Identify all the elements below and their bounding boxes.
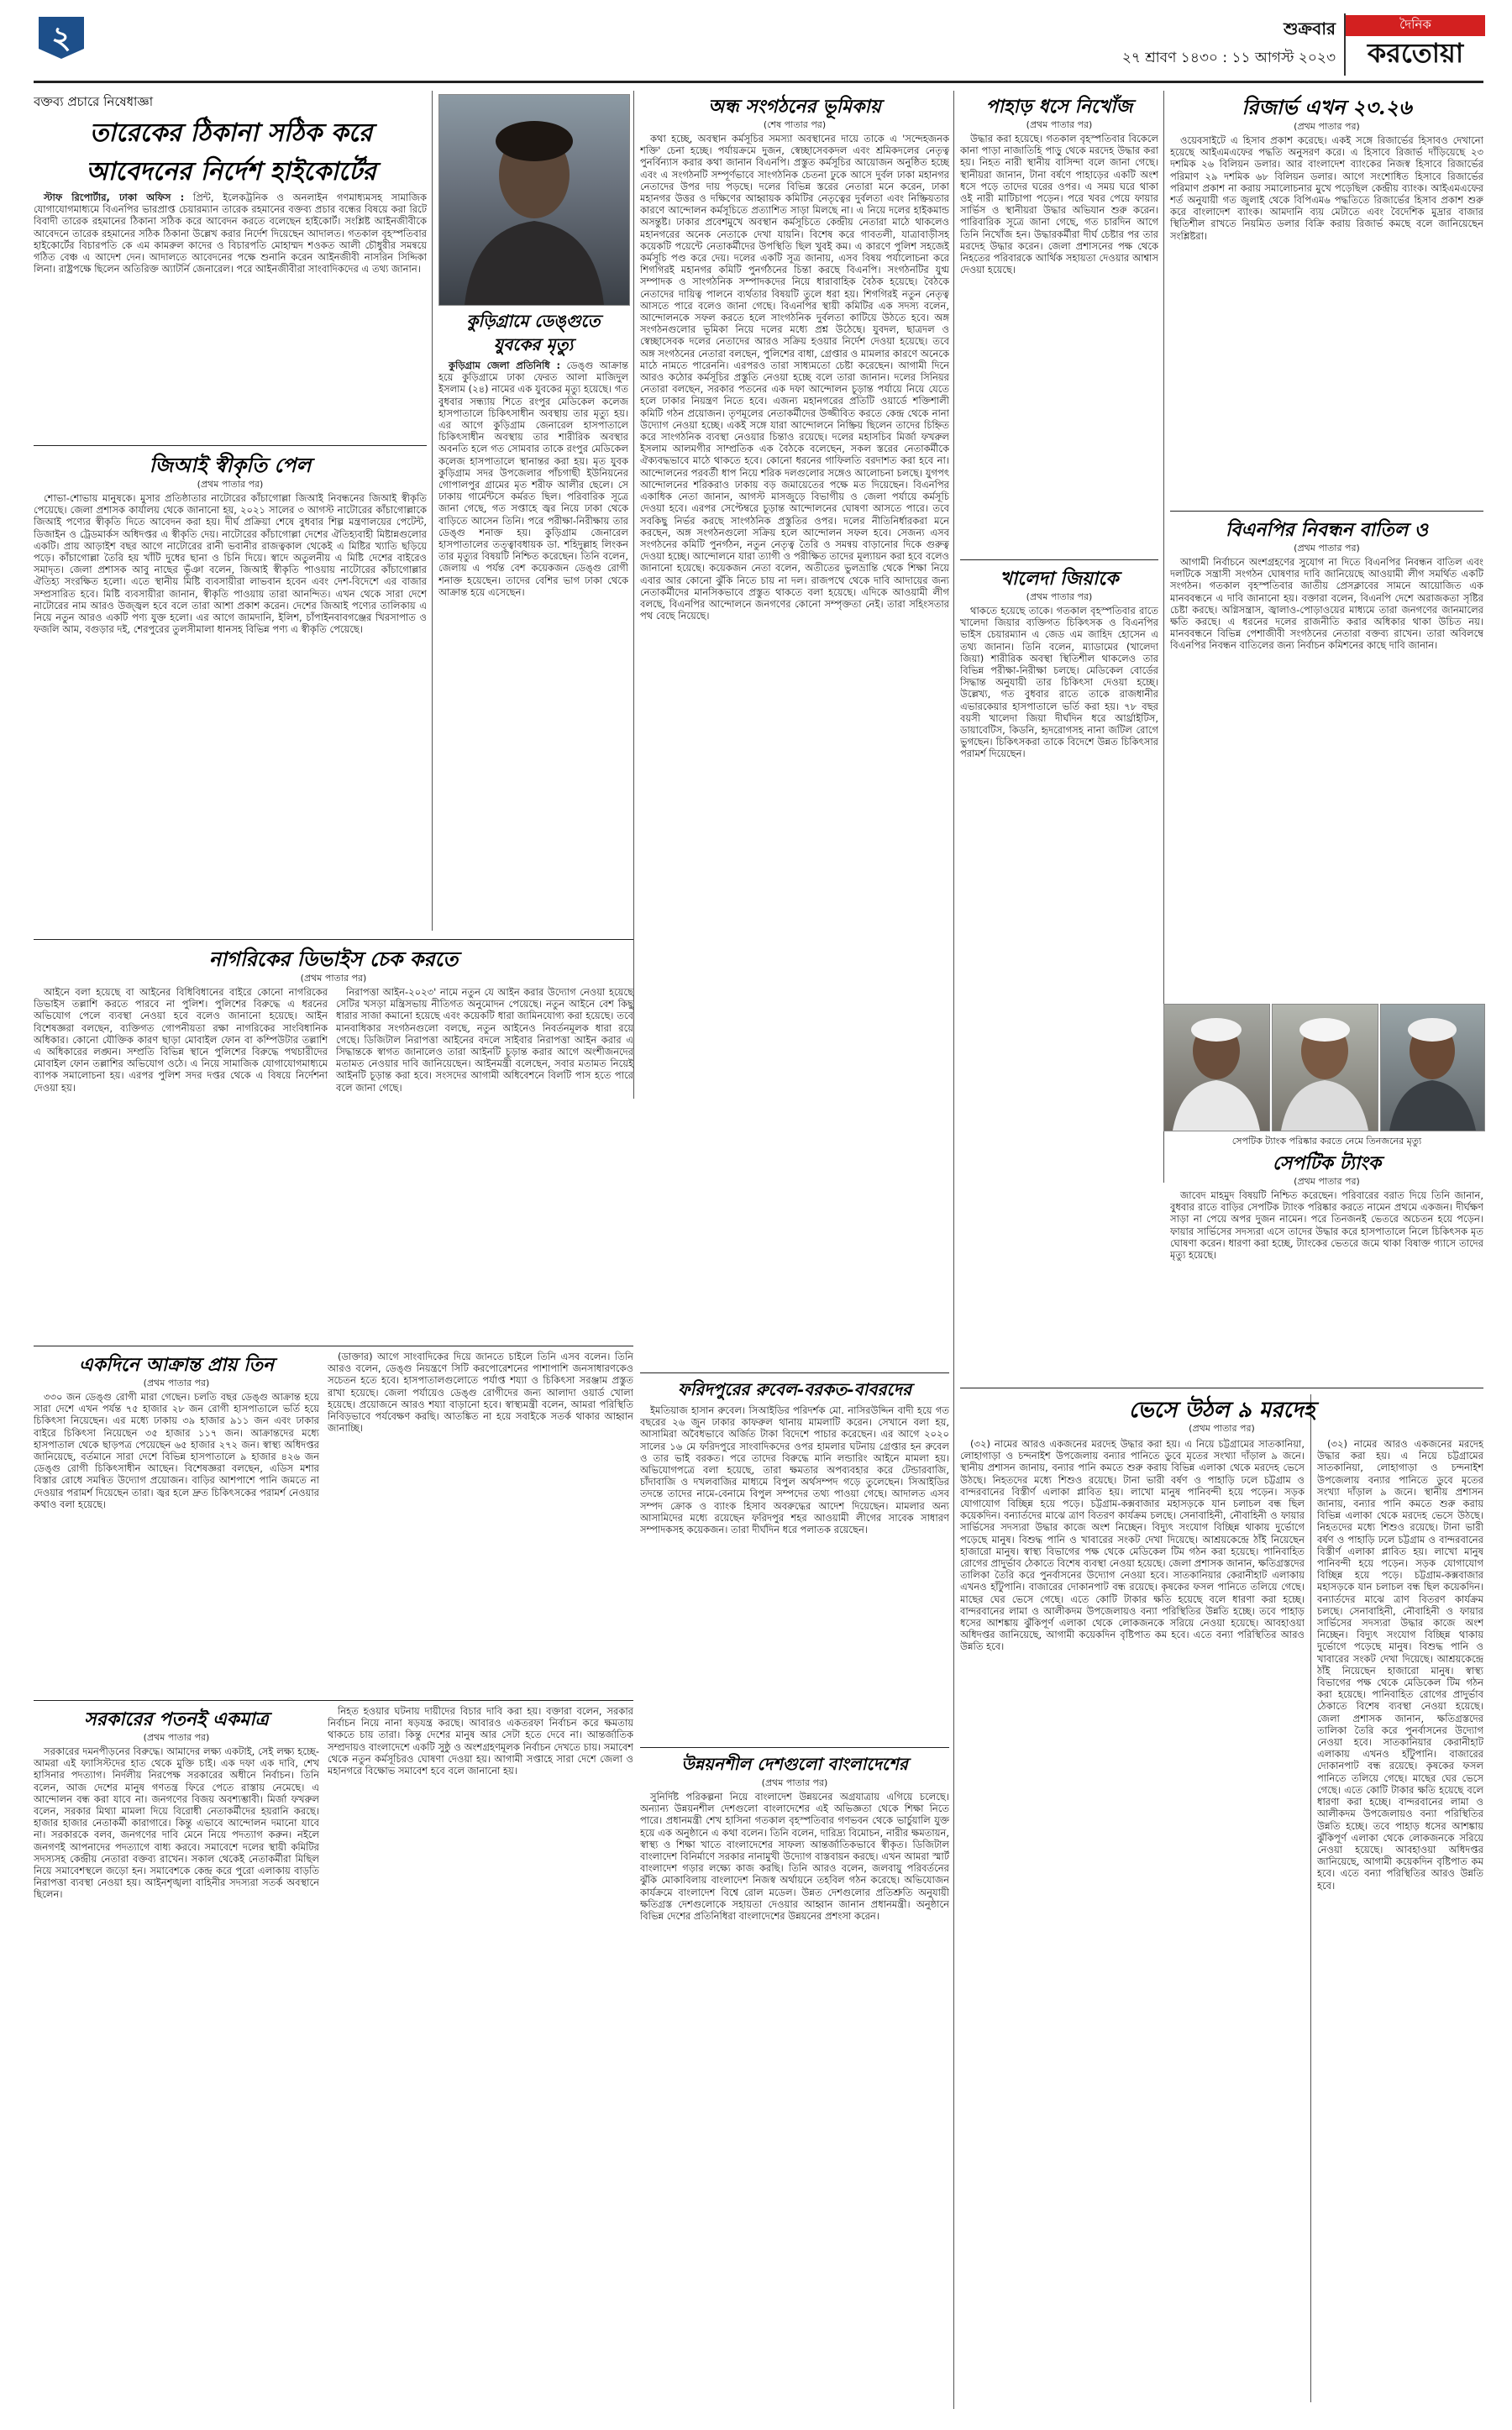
septic-body xyxy=(1170,1189,1483,1381)
victim-2-photo xyxy=(1272,1004,1378,1131)
section-rule xyxy=(640,1747,949,1748)
flood-sub: (প্রথম পাতার পর) xyxy=(1189,1423,1255,1434)
dengue-body-text-2: (ডাক্তার) আগে সাংবাদিকের দিয়ে জানতে চাইলে তিনি এসব বলেন। তিনি আরও বলেন, ডেঙ্গু নিয়ন্ত্রণে সিটি করপোরেশনের পাশাপাশি জনসাধারণকেও সচেতন হতে হবে। হাসপাতালগুলোতে পর্যাপ্ত শয্যা ও চিকিৎসা সরঞ্জাম প্রস্তুত রাখা হয়েছে। জেলা পর্যায়েও ডেঙ্গু রোগীদের জন্য আলাদা ওয়ার্ড খোলা হয়েছে। প্রয়োজনে আরও শয্যা বাড়ানো হবে। স্বাস্থ্যমন্ত্রী বলেন, আমরা পরিস্থিতি নিবিড়ভাবে পর্যবেক্ষণ করছি। আতঙ্কিত না হয়ে সবাইকে সতর্ক থাকার আহ্বান জানাচ্ছি। xyxy=(328,1351,633,1435)
paper-name: করতোয়া xyxy=(1367,37,1464,69)
flood-body-2 xyxy=(1317,1438,1483,2404)
masthead-rule xyxy=(34,81,1483,83)
andha-body-text: কথা হচ্ছে, অবস্থান কর্মসূচির সমস্যা অবস্থানের দায়ে তাকে এ 'সন্দেহজনক শক্তি' চেনা হচ্ছে। পর্যায়ক্রমে দুজন, স্বেচ্ছাসেবকদল এবং শ্রমিকদলের নেতৃত্ব পুনর্বিন্যাস করার কথা জানান বিএনপি। প্রস্তুত কর্মসূচির আয়োজন অনুষ্ঠিত হচ্ছে এবং এ সংগঠনটি সম্পূর্ণভাবে সাংগঠনিক চেতনা ঢুকে আসে দুর্বল ঢাকা মহানগর নেতাদের উপর দায় পড়ছে। দলের বিভিন্ন স্তরের নেতারা মনে করেন, ঢাকা মহানগর উত্তর ও দক্ষিণের আহ্বায়ক কমিটির নেতৃত্বের দুর্বলতা এবং নিষ্ক্রিয়তার কারণে আন্দোলন কর্মসূচিতে প্রত্যাশিত সাড়া মিলছে না। এ নিয়ে দলের হাইকমান্ড অসন্তুষ্ট। ঢাকার প্রবেশমুখে অবস্থান কর্মসূচিতে কেন্দ্রীয় নেতারা মাঠে থাকলেও মহানগরের অনেক নেতাকে দেখা যায়নি। বিশেষ করে গাবতলী, যাত্রাবাড়ীসহ কয়েকটি পয়েন্টে নেতাকর্মীদের উপস্থিতি ছিল খুবই কম। এ কারণে পুলিশ সহজেই কর্মসূচি পণ্ড করে দেয়। দলের একটি সূত্র জানায়, এসব বিষয় পর্যালোচনা করে শিগগিরই মহানগর কমিটি পুনর্গঠনের চিন্তা করছে বিএনপি। সংগঠনটির যুগ্ম সম্পাদক ও সাংগঠনিক সম্পাদকদের নিয়ে ধারাবাহিক বৈঠক হয়েছে। বৈঠকে নেতাদের দায়িত্ব পালনে ব্যর্থতার বিষয়টি তুলে ধরা হয়। শিগগিরই নতুন নেতৃত্ব আসতে পারে বলেও জানা গেছে। বিএনপির স্থায়ী কমিটির এক সদস্য বলেন, আন্দোলনকে সফল করতে হলে সাংগঠনিক দুর্বলতা কাটিয়ে উঠতে হবে। অঙ্গ সংগঠনগুলোর ভূমিকা নিয়ে দলের মধ্যে প্রশ্ন উঠেছে। যুবদল, ছাত্রদল ও স্বেচ্ছাসেবক দলের নেতাদের আরও সক্রিয় হওয়ার নির্দেশ দেওয়া হয়েছে। তবে অঙ্গ সংগঠনের নেতারা বলছেন, পুলিশের বাধা, গ্রেপ্তার ও মামলার কারণে অনেকে মাঠে নামতে পারেননি। এরপরও তারা সাধ্যমতো চেষ্টা করেছেন। আগামী দিনে আরও কঠোর কর্মসূচির প্রস্তুতি নেওয়া হচ্ছে বলে তারা জানান। দলের সিনিয়র নেতারা বলছেন, সরকার পতনের এক দফা আন্দোলন চূড়ান্ত পর্যায়ে নিয়ে যেতে হলে ঢাকার নিয়ন্ত্রণ নিতে হবে। এজন্য মহানগরের প্রতিটি ওয়ার্ডে শক্তিশালী কমিটি গঠন প্রয়োজন। তৃণমূলের নেতাকর্মীদের উজ্জীবিত করতে কেন্দ্র থেকে নানা উদ্যোগ নেওয়া হচ্ছে। একই সঙ্গে যারা আন্দোলনে নিষ্ক্রিয় ছিলেন তাদের চিহ্নিত করে সাংগঠনিক ব্যবস্থা নেওয়ার চিন্তাও রয়েছে। দলের মহাসচিব মির্জা ফখরুল ইসলাম আলমগীর সাম্প্রতিক এক বৈঠকে বলেছেন, সকল স্তরের নেতাকর্মীকে ঐক্যবদ্ধভাবে মাঠে থাকতে হবে। কোনো ধরনের গাফিলতি বরদাশত করা হবে না। আন্দোলনের পরবর্তী ধাপ নিয়ে শরিক দলগুলোর সঙ্গেও আলোচনা চলছে। যুগপৎ আন্দোলনের শরিকরাও ঢাকায় বড় জমায়েতের পক্ষে মত দিয়েছেন। বিএনপির একাধিক নেতা জানান, আগস্ট মাসজুড়ে বিভাগীয় ও জেলা পর্যায়ে কর্মসূচি দেওয়া হবে। এরপর সেপ্টেম্বরে চূড়ান্ত আন্দোলনের ঘোষণা আসতে পারে। তবে সবকিছু নির্ভর করছে সাংগঠনিক প্রস্তুতির ওপর। দলের নীতিনির্ধারকরা মনে করছেন, অঙ্গ সংগঠনগুলো সক্রিয় হলে আন্দোলন সফল হবে। সেজন্য এসব সংগঠনের কমিটি পুনর্গঠন, নতুন নেতৃত্ব তৈরি ও সমন্বয় বাড়ানোর দিকে গুরুত্ব দেওয়া হচ্ছে। আন্দোলনে যারা ত্যাগী ও পরীক্ষিত তাদের মূল্যায়ন করা হবে বলেও জানানো হয়েছে। কয়েকজন নেতা বলেন, অতীতের ভুলভ্রান্তি থেকে শিক্ষা নিয়ে এবার আর কোনো ঝুঁকি নিতে চায় না দল। রাজপথে থেকে দাবি আদায়ের জন্য নেতাকর্মীদের মানসিকভাবে প্রস্তুত থাকতে বলা হয়েছে। এদিকে আওয়ামী লীগ বলছে, বিএনপির আন্দোলনে জনগণের কোনো সম্পৃক্ততা নেই। তারা সহিংসতার পথ বেছে নিয়েছে। xyxy=(640,133,949,622)
pahar-headline: পাহাড় ধসে নিখোঁজ xyxy=(985,96,1133,118)
khaleda-sub: (প্রথম পাতার পর) xyxy=(1026,591,1093,602)
column-rule xyxy=(1310,1394,1311,2402)
section-rule xyxy=(34,1700,633,1701)
kurigram-byline: কুড়িগ্রাম জেলা প্রতিনিধি : xyxy=(449,360,561,371)
khaleda-body xyxy=(960,605,1158,1092)
sarkar-body-text-2: নিহত হওয়ার ঘটনায় দায়ীদের বিচার দাবি করা হয়। বক্তারা বলেন, সরকার নির্বাচন নিয়ে নানা ষড়যন্ত্র করছে। আবারও একতরফা নির্বাচন করে ক্ষমতায় থাকতে চায় তারা। কিন্তু দেশের মানুষ আর সেটা হতে দেবে না। আন্তর্জাতিক সম্প্রদায়ও বাংলাদেশে একটি সুষ্ঠু ও অংশগ্রহণমূলক নির্বাচন দেখতে চায়। সমাবেশ থেকে নতুন কর্মসূচিরও ঘোষণা দেওয়া হয়। আগামী সপ্তাহে সারা দেশে জেলা ও মহানগরে বিক্ষোভ সমাবেশ হবে বলে জানানো হয়। xyxy=(328,1705,633,1777)
paper-small-label: দৈনিক xyxy=(1346,15,1485,36)
ji-body-text: শোভা-শোভায় মানুষকে। মুসার প্রতিষ্ঠাতার নাটোরের কাঁচাগোল্লা জিআই নিবন্ধনের জিআই স্বীকৃতি পেয়েছে। জেলা প্রশাসক কার্যালয় থেকে জানানো হয়, ২০২১ সালের ৩ আগস্ট নাটোরের কাঁচাগোল্লাকে জিআই পণ্যের স্বীকৃতি দিতে আবেদন করা হয়। দীর্ঘ প্রক্রিয়া শেষে বুধবার শিল্প মন্ত্রণালয়ের পেটেন্ট, ডিজাইন ও ট্রেডমার্কস অধিদপ্তর এ স্বীকৃতি দেয়। নাটোরের কাঁচাগোল্লা দেশের ঐতিহ্যবাহী মিষ্টান্নগুলোর একটি। প্রায় আড়াইশ বছর আগে নাটোরের রানী ভবানীর রাজত্বকাল থেকেই এ মিষ্টির খ্যাতি ছড়িয়ে পড়ে। কাঁচাগোল্লা তৈরি হয় খাঁটি দুধের ছানা ও চিনি দিয়ে। স্বাদে অতুলনীয় এ মিষ্টি দেশের বাইরেও সমাদৃত। জেলা প্রশাসক আবু নাছের ভূঁঞা বলেন, জিআই স্বীকৃতি পাওয়ায় নাটোরের কাঁচাগোল্লার ঐতিহ্য সংরক্ষিত হলো। এতে স্থানীয় মিষ্টি ব্যবসায়ীরা লাভবান হবেন এবং দেশ-বিদেশে এর বাজার সম্প্রসারিত হবে। মিষ্টি ব্যবসায়ীরা জানান, স্বীকৃতি পাওয়ায় তারা আনন্দিত। এখন থেকে সারা দেশে নাটোরের নাম আরও উজ্জ্বল হবে বলে তারা আশা প্রকাশ করেন। দেশের জিআই পণ্যের তালিকায় এ নিয়ে নতুন আরও একটি পণ্য যুক্ত হলো। এর আগে জামদানি, ইলিশ, চাঁপাইনবাবগঞ্জের খিরসাপাত ও ফজলি আম, বগুড়ার দই, শেরপুরের তুলসীমালা ধানসহ বিভিন্ন পণ্য এ স্বীকৃতি পেয়েছে। xyxy=(34,492,427,636)
unnayan-body xyxy=(640,1791,949,2409)
section-rule xyxy=(34,939,633,940)
tareq-body xyxy=(34,192,427,437)
nagorik-body-text-2: নিরাপত্তা আইন-২০২৩' নামে নতুন যে আইন করার উদ্যোগ নেওয়া হয়েছে সেটির খসড়া মন্ত্রিসভায় নীতিগত অনুমোদন পেয়েছে। নতুন আইনে বেশ কিছু ধারার সাজা কমানো হয়েছে এবং কয়েকটি ধারা জামিনযোগ্য করা হয়েছে। তবে মানবাধিকার সংগঠনগুলো বলছে, নতুন আইনেও নিবর্তনমূলক ধারা রয়ে গেছে। ডিজিটাল নিরাপত্তা আইনের বদলে সাইবার নিরাপত্তা আইন করার এ সিদ্ধান্তকে স্বাগত জানালেও তারা আইনটি চূড়ান্ত করার আগে অংশীজনদের মতামত নেওয়ার দাবি জানিয়েছেন। আইনমন্ত্রী বলেছেন, সবার মতামত নিয়েই আইনটি চূড়ান্ত করা হবে। সংসদের আগামী অধিবেশনে বিলটি পাস হতে পারে বলে জানা গেছে। xyxy=(336,986,633,1094)
nagorik-headline: নাগরিকের ডিভাইস চেক করতে xyxy=(208,947,459,971)
column-rule xyxy=(953,91,954,2409)
flood-body-1 xyxy=(960,1438,1305,2404)
paper-logo xyxy=(1344,13,1485,76)
dengue-body-1 xyxy=(34,1391,319,1693)
kurigram-headline-2: যুবকের মৃত্যু xyxy=(493,334,574,354)
sarkar-body-2 xyxy=(328,1705,633,2409)
nagorik-body-text: আইনে বলা হয়েছে বা আইনের বিধিবিধানের বাইরে কোনো নাগরিকের ডিভাইস তল্লাশি করতে পারবে না পুলিশ। পুলিশের বিরুদ্ধে এ ধরনের অভিযোগ পেলে ব্যবস্থা নেওয়া হবে বলেও জানানো হয়েছে। আইন বিশেষজ্ঞরা বলছেন, ব্যক্তিগত গোপনীয়তা রক্ষা নাগরিকের সাংবিধানিক অধিকার। কোনো যৌক্তিক কারণ ছাড়া মোবাইল ফোন বা কম্পিউটার তল্লাশি এ অধিকারের লঙ্ঘন। সম্প্রতি বিভিন্ন স্থানে পুলিশের বিরুদ্ধে পথচারীদের মোবাইল ফোন তল্লাশির অভিযোগ ওঠে। এ নিয়ে সামাজিক যোগাযোগমাধ্যমে ব্যাপক সমালোচনা হয়। এরপর পুলিশ সদর দপ্তর থেকে এ বিষয়ে নির্দেশনা দেওয়া হয়। xyxy=(34,986,328,1094)
septic-headline: সেপটিক ট্যাংক xyxy=(1272,1152,1382,1174)
section-rule xyxy=(1170,511,1483,512)
septic-caption: সেপটিক ট্যাংক পরিষ্কার করতে নেমে তিনজনের মৃত্যু xyxy=(1231,1136,1422,1147)
person-silhouette-icon xyxy=(1381,1005,1484,1131)
column-rule xyxy=(633,91,634,1099)
unnayan-sub: (প্রথম পাতার পর) xyxy=(761,1777,828,1788)
section-rule xyxy=(640,1372,949,1373)
faridpur-headline: ফরিদপুরের রুবেল-বরকত-বাবরদের xyxy=(677,1379,912,1399)
sarkar-body-1 xyxy=(34,1745,319,2409)
pahar-sub: (প্রথম পাতার পর) xyxy=(1026,119,1093,130)
andha-sub: (শেষ পাতার পর) xyxy=(763,119,827,130)
bnp-ban-sub: (প্রথম পাতার পর) xyxy=(1294,543,1360,554)
kurigram-youth-photo xyxy=(438,94,630,306)
page-number-badge xyxy=(34,12,89,60)
kurigram-body-text: ডেঙ্গু আক্রান্ত হয়ে কুড়িগ্রামে ঢাকা ফেরত আলা মাজিদুল ইসলাম (২৪) নামের এক যুবকের মৃত্যু হয়েছে। গত বুধবার সন্ধ্যায় শিতে রংপুর মেডিকেল কলেজ হাসপাতালে চিকিৎসাধীন অবস্থায় তার মৃত্যু হয়। এর আগে কুড়িগ্রাম জেনারেল হাসপাতালে চিকিৎসাধীন অবস্থায় তার শারীরিক অবস্থার অবনতি হলে গত সোমবার তাকে রংপুর মেডিকেল কলেজ হাসপাতালে স্থানান্তর করা হয়। মৃত যুবক কুড়িগ্রাম সদর উপজেলার পাঁচগাছী ইউনিয়নের গোপালপুর গ্রামের মৃত শরীফ আলীর ছেলে। সে ঢাকায় গার্মেন্টসে কর্মরত ছিল। পরিবারিক সূত্রে জানা গেছে, গত সপ্তাহে জ্বর নিয়ে ঢাকা থেকে বাড়িতে আসেন তিনি। পরে পরীক্ষা-নিরীক্ষায় তার ডেঙ্গু শনাক্ত হয়। কুড়িগ্রাম জেনারেল হাসপাতালের তত্ত্বাবধায়ক ডা. শহিদুল্লাহ লিংকন তার মৃত্যুর বিষয়টি নিশ্চিত করেছেন। তিনি বলেন, জেলায় এ পর্যন্ত বেশ কয়েকজন ডেঙ্গু রোগী শনাক্ত হয়েছেন। তাদের বেশির ভাগ ঢাকা থেকে আক্রান্ত হয়ে এসেছেন। xyxy=(438,360,628,598)
reserve-body-text: ওয়েবসাইটে এ হিসাব প্রকাশ করেছে। একই সঙ্গে রিজার্ভের হিসাবও দেখানো হয়েছে আইএমএফের পদ্ধতি অনুসরণ করে। এ হিসাবে রিজার্ভ দাঁড়িয়েছে ২৩ দশমিক ২৬ বিলিয়ন ডলার। আর বাংলাদেশ ব্যাংকের নিজস্ব হিসাবে রিজার্ভের পরিমাণ ২৯ দশমিক ৬৮ বিলিয়ন ডলার। আগে সংশোধিত হিসাবে রিজার্ভের পরিমাণ প্রকাশ না করায় সমালোচনার মুখে পড়েছিল কেন্দ্রীয় ব্যাংক। আইএমএফের শর্ত অনুযায়ী গত জুলাই থেকে বিপিএম৬ পদ্ধতিতে রিজার্ভের হিসাব প্রকাশ শুরু করে বাংলাদেশ ব্যাংক। আমদানি ব্যয় মেটাতে এবং বৈদেশিক মুদ্রার বাজার স্থিতিশীল রাখতে নিয়মিত ডলার বিক্রি করায় রিজার্ভ কমছে বলে জানিয়েছেন সংশ্লিষ্টরা। xyxy=(1170,134,1483,242)
dengue-sub: (প্রথম পাতার পর) xyxy=(143,1378,210,1388)
bnp-ban-body xyxy=(1170,556,1483,993)
column-rule xyxy=(432,91,433,931)
septic-sub: (প্রথম পাতার পর) xyxy=(1294,1176,1360,1187)
reserve-headline: রিজার্ভ এখন ২৩.২৬ xyxy=(1242,95,1412,119)
pahar-body-text: উদ্ধার করা হয়েছে। গতকাল বৃহস্পতিবার বিকেলে কানা পাড়া নাজাতিহি পাড়ু থেকে মরদেহ উদ্ধার করা হয়। নিহত নারী স্থানীয় বাসিন্দা বলে জানা গেছে। স্থানীয়রা জানান, টানা বর্ষণে পাহাড়ের একটি অংশ ধসে পড়ে তাদের ঘরের ওপর। এ সময় ঘরে থাকা ওই নারী মাটিচাপা পড়েন। পরে খবর পেয়ে ফায়ার সার্ভিস ও স্থানীয়রা উদ্ধার অভিযান শুরু করেন। পারিবারিক সূত্রে জানা গেছে, গত চারদিন আগে তিনি নিখোঁজ হন। উদ্ধারকর্মীরা দীর্ঘ চেষ্টার পর তার মরদেহ উদ্ধার করেন। জেলা প্রশাসনের পক্ষ থেকে নিহতের পরিবারকে আর্থিক সহায়তা দেওয়ার আশ্বাস দেওয়া হয়েছে। xyxy=(960,133,1158,276)
septic-body-text: জাবেদ মাহমুদ বিষয়টি নিশ্চিত করেছেন। পরিবারের বরাত দিয়ে তিনি জানান, বুধবার রাতে বাড়ির সেপটিক ট্যাংক পরিষ্কার করতে নামেন প্রথমে একজন। দীর্ঘক্ষণ সাড়া না পেয়ে অপর দুজন নামেন। পরে তিনজনই ভেতরে অচেতন হয়ে পড়েন। ফায়ার সার্ভিসের সদস্যরা এসে তাদের উদ্ধার করে হাসপাতালে নিলে চিকিৎসক মৃত ঘোষণা করেন। ধারণা করা হচ্ছে, ট্যাংকের ভেতরে জমে থাকা বিষাক্ত গ্যাসে তাদের মৃত্যু হয়েছে। xyxy=(1170,1189,1483,1262)
nagorik-body-2 xyxy=(336,986,633,1339)
andha-body xyxy=(640,133,949,1366)
victim-1-photo xyxy=(1163,1004,1270,1131)
tareq-headline-1: তারেকের ঠিকানা সঠিক করে xyxy=(89,118,373,148)
unnayan-body-text: সুনির্দিষ্ট পরিকল্পনা নিয়ে বাংলাদেশ উন্নয়নের অগ্রযাত্রায় এগিয়ে চলেছে। অন্যান্য উন্নয়নশীল দেশগুলো বাংলাদেশের এই অভিজ্ঞতা থেকে শিক্ষা নিতে পারে। প্রধানমন্ত্রী শেখ হাসিনা গতকাল বৃহস্পতিবার গণভবন থেকে ভার্চুয়ালি যুক্ত হয়ে এক অনুষ্ঠানে এ কথা বলেন। তিনি বলেন, দারিদ্র্য বিমোচন, নারীর ক্ষমতায়ন, স্বাস্থ্য ও শিক্ষা খাতে বাংলাদেশের সাফল্য আন্তর্জাতিকভাবে স্বীকৃত। ডিজিটাল বাংলাদেশ বিনির্মাণে সরকার নানামুখী উদ্যোগ বাস্তবায়ন করছে। এখন আমরা স্মার্ট বাংলাদেশ গড়ার লক্ষ্যে কাজ করছি। তিনি আরও বলেন, জলবায়ু পরিবর্তনের ঝুঁকি মোকাবিলায় বাংলাদেশ নিজস্ব অর্থায়নে তহবিল গঠন করেছে। অভিযোজন কার্যক্রমে বাংলাদেশ বিশ্বে রোল মডেল। উন্নত দেশগুলোর প্রতিশ্রুতি অনুযায়ী ক্ষতিগ্রস্ত দেশগুলোকে সহায়তা দেওয়ার আহ্বান জানান প্রধানমন্ত্রী। অনুষ্ঠানে বিভিন্ন দেশের প্রতিনিধিরা বাংলাদেশের উন্নয়নের প্রশংসা করেন। xyxy=(640,1791,949,1923)
bnp-ban-body-text: আগামী নির্বাচনে অংশগ্রহণের সুযোগ না দিতে বিএনপির নিবন্ধন বাতিল এবং দলটিকে সন্ত্রাসী সংগঠন ঘোষণার দাবি জানিয়েছে আওয়ামী লীগ সমর্থিত একটি সংগঠন। গতকাল বৃহস্পতিবার জাতীয় প্রেসক্লাবের সামনে আয়োজিত এক মানববন্ধনে এ দাবি জানানো হয়। বক্তারা বলেন, বিএনপি দেশে অরাজকতা সৃষ্টির চেষ্টা করছে। অগ্নিসন্ত্রাস, জ্বালাও-পোড়াওয়ের মাধ্যমে তারা জনগণের জানমালের ক্ষতি করছে। এ ধরনের দলের রাজনীতি করার অধিকার থাকা উচিত নয়। মানববন্ধনে বিভিন্ন পেশাজীবী সংগঠনের নেতারা বক্তব্য রাখেন। তারা অবিলম্বে বিএনপির নিবন্ধন বাতিলের জন্য নির্বাচন কমিশনের কাছে দাবি জানান। xyxy=(1170,556,1483,652)
tareq-headline-2: আবেদনের নির্দেশ হাইকোর্টের xyxy=(86,157,376,186)
bnp-ban-headline: বিএনপির নিবন্ধন বাতিল ও xyxy=(1226,519,1428,541)
person-silhouette-icon xyxy=(439,95,629,305)
reserve-body xyxy=(1170,134,1483,504)
pahar-body xyxy=(960,133,1158,553)
nagorik-sub: (প্রথম পাতার পর) xyxy=(300,973,367,984)
date-line: ২৭ শ্রাবণ ১৪৩০ : ১১ আগস্ট ২০২৩ xyxy=(1121,50,1336,66)
ji-body xyxy=(34,492,427,931)
sarkar-sub: (প্রথম পাতার পর) xyxy=(143,1732,210,1743)
nagorik-body-1 xyxy=(34,986,328,1339)
flood-body-text: (৩২) নামের আরও একজনের মরদেহ উদ্ধার করা হয়। এ নিয়ে চট্টগ্রামের সাতকানিয়া, লোহাগাড়া ও চন্দনাইশ উপজেলায় বন্যার পানিতে ডুবে মৃতের সংখ্যা দাঁড়াল ৯ জনে। স্থানীয় প্রশাসন জানায়, বন্যার পানি কমতে শুরু করায় বিভিন্ন এলাকা থেকে মরদেহ ভেসে উঠছে। নিহতদের মধ্যে শিশুও রয়েছে। টানা ভারী বর্ষণ ও পাহাড়ি ঢলে চট্টগ্রাম ও বান্দরবানের বিস্তীর্ণ এলাকা প্লাবিত হয়। লাখো মানুষ পানিবন্দী হয়ে পড়েন। সড়ক যোগাযোগ বিচ্ছিন্ন হয়ে পড়ে। চট্টগ্রাম-কক্সবাজার মহাসড়কে যান চলাচল বন্ধ ছিল কয়েকদিন। বন্যার্তদের মাঝে ত্রাণ বিতরণ কার্যক্রম চলছে। সেনাবাহিনী, নৌবাহিনী ও ফায়ার সার্ভিসের সদস্যরা উদ্ধার কাজে অংশ নিচ্ছেন। বিদ্যুৎ সংযোগ বিচ্ছিন্ন থাকায় দুর্ভোগে পড়েছে মানুষ। বিশুদ্ধ পানি ও খাবারের সংকট দেখা দিয়েছে। আশ্রয়কেন্দ্রে ঠাঁই নিয়েছেন হাজারো মানুষ। স্বাস্থ্য বিভাগের পক্ষ থেকে মেডিকেল টিম গঠন করা হয়েছে। পানিবাহিত রোগের প্রাদুর্ভাব ঠেকাতে বিশেষ ব্যবস্থা নেওয়া হয়েছে। জেলা প্রশাসক জানান, ক্ষতিগ্রস্তদের তালিকা তৈরি করে পুনর্বাসনের উদ্যোগ নেওয়া হবে। সাতকানিয়ার কেরানীহাট এলাকায় এখনও হাঁটুপানি। বাজারের দোকানপাট বন্ধ রয়েছে। কৃষকের ফসল পানিতে তলিয়ে গেছে। মাছের ঘের ভেসে গেছে। এতে কোটি টাকার ক্ষতি হয়েছে বলে ধারণা করা হচ্ছে। বান্দরবানের লামা ও আলীকদম উপজেলায়ও বন্যা পরিস্থিতির উন্নতি হচ্ছে। তবে পাহাড় ধসের আশঙ্কায় ঝুঁকিপূর্ণ এলাকা থেকে লোকজনকে সরিয়ে নেওয়া হয়েছে। আবহাওয়া অধিদপ্তর জানিয়েছে, আগামী কয়েকদিন বৃষ্টিপাত কম হবে। এতে বন্যা পরিস্থিতির আরও উন্নতি হবে। xyxy=(960,1438,1305,1653)
dengue-headline: একদিনে আক্রান্ত প্রায় তিন xyxy=(78,1354,275,1376)
kurigram-headline-1: কুড়িগ্রামে ডেঙ্গুতে xyxy=(466,311,601,331)
faridpur-body-text: ইমতিয়াজ হাসান রুবেল। সিআইডির পরিদর্শক মো. নাসিরউদ্দিন বাদী হয়ে গত বছরের ২৬ জুন ঢাকার কাফরুল থানায় মামলাটি করেন। সেখানে বলা হয়, আসামিরা অবৈধভাবে অর্জিত টাকা বিদেশে পাচার করেছেন। এর আগে ২০২০ সালের ১৬ মে ফরিদপুরে সাংবাদিকদের ওপর হামলার ঘটনায় গ্রেপ্তার হন রুবেল ও তার ভাই বরকত। পরে তাদের বিরুদ্ধে মানি লন্ডারিং আইনে মামলা হয়। অভিযোগপত্রে বলা হয়েছে, তারা ক্ষমতার অপব্যবহার করে টেন্ডারবাজি, চাঁদাবাজি ও দখলবাজির মাধ্যমে বিপুল অর্থসম্পদ গড়ে তুলেছেন। সিআইডির তদন্তে তাদের নামে-বেনামে বিপুল সম্পদের তথ্য পাওয়া গেছে। আদালত এসব সম্পদ ক্রোক ও ব্যাংক হিসাব অবরুদ্ধের আদেশ দিয়েছেন। মামলার অন্য আসামিদের মধ্যে রয়েছেন ফরিদপুর শহর আওয়ামী লীগের সাবেক সাধারণ সম্পাদকসহ কয়েকজন। তারা দীর্ঘদিন ধরে পলাতক রয়েছেন। xyxy=(640,1404,949,1536)
section-rule xyxy=(34,445,427,446)
faridpur-body xyxy=(640,1404,949,1740)
person-silhouette-icon xyxy=(1164,1005,1269,1131)
ji-headline: জিআই স্বীকৃতি পেল xyxy=(149,453,312,477)
sarkar-body-text: সরকারের দমনপীড়নের বিরুদ্ধে। আমাদের লক্ষ্য একটাই, সেই লক্ষ্য হচ্ছে- আমরা এই ফ্যাসিস্টদের হাত থেকে মুক্তি চাই। এক দফা এক দাবি, শেখ হাসিনার পদত্যাগ। নির্দলীয় নিরপেক্ষ সরকারের অধীনে নির্বাচন। তিনি বলেন, আজ দেশের মানুষ গণতন্ত্র ফিরে পেতে রাস্তায় নেমেছে। এ আন্দোলন বন্ধ করা যাবে না। জনগণের বিজয় অবশ্যম্ভাবী। মির্জা ফখরুল বলেন, সরকার মিথ্যা মামলা দিয়ে বিরোধী নেতাকর্মীদের হয়রানি করছে। হাজার হাজার নেতাকর্মী কারাগারে। কিন্তু এভাবে আন্দোলন দমানো যাবে না। সরকারকে বলব, জনগণের দাবি মেনে নিয়ে পদত্যাগ করুন। নইলে জনগণই আপনাদের পদত্যাগে বাধ্য করবে। সমাবেশে দলের স্থায়ী কমিটির সদস্যসহ কেন্দ্রীয় নেতারা বক্তব্য রাখেন। সকাল থেকেই নেতাকর্মীরা মিছিল নিয়ে সমাবেশস্থলে জড়ো হন। সমাবেশকে কেন্দ্র করে পুরো এলাকায় বাড়তি নিরাপত্তা ব্যবস্থা নেওয়া হয়। আইনশৃঙ্খলা বাহিনীর সদস্যরা সতর্ক অবস্থানে ছিলেন। xyxy=(34,1745,319,1901)
flood-headline: ভেসে উঠল ৯ মরদেহ xyxy=(1128,1398,1315,1423)
khaleda-body-text: থাকতে হয়েছে তাকে। গতকাল বৃহস্পতিবার রাতে খালেদা জিয়ার ব্যক্তিগত চিকিৎসক ও বিএনপির ভাইস চেয়ারম্যান এ জেড এম জাহিদ হোসেন এ তথ্য জানান। তিনি বলেন, ম্যাডামের (খালেদা জিয়া) শারীরিক অবস্থা স্থিতিশীল থাকলেও তার বিভিন্ন পরীক্ষা-নিরীক্ষা চলছে। মেডিকেল বোর্ডের সিদ্ধান্ত অনুযায়ী তার চিকিৎসা দেওয়া হচ্ছে। উল্লেখ্য, গত বুধবার রাতে তাকে রাজধানীর এভারকেয়ার হাসপাতালে ভর্তি করা হয়। ৭৮ বছর বয়সী খালেদা জিয়া দীর্ঘদিন ধরে আর্থ্রাইটিস, ডায়াবেটিস, কিডনি, হৃদরোগসহ নানা জটিল রোগে ভুগছেন। চিকিৎসকরা তাকে বিদেশে উন্নত চিকিৎসার পরামর্শ দিয়েছেন। xyxy=(960,605,1158,760)
person-silhouette-icon xyxy=(1273,1005,1378,1131)
dengue-body-text: ৩৩০ জন ডেঙ্গু রোগী মারা গেছেন। চলতি বছর ডেঙ্গু আক্রান্ত হয়ে সারা দেশে এখন পর্যন্ত ৭৫ হাজার ২৮ জন রোগী হাসপাতালে ভর্তি হয়ে চিকিৎসা নিয়েছেন। এর মধ্যে ঢাকায় ৩৯ হাজার ৯১১ জন এবং ঢাকার বাইরে চিকিৎসা নিয়েছেন ৩৫ হাজার ১১৭ জন। আক্রান্তদের মধ্যে হাসপাতাল থেকে ছাড়পত্র পেয়েছেন ৬৫ হাজার ২৭২ জন। স্বাস্থ্য অধিদপ্তর জানিয়েছে, বর্তমানে সারা দেশে বিভিন্ন হাসপাতালে ৯ হাজার ৪২৬ জন ডেঙ্গু রোগী চিকিৎসাধীন আছেন। বিশেষজ্ঞরা বলছেন, এডিস মশার বিস্তার রোধে সমন্বিত উদ্যোগ প্রয়োজন। বাড়ির আশপাশে পানি জমতে না দেওয়ার পরামর্শ দিয়েছেন তারা। জ্বর হলে দ্রুত চিকিৎসকের পরামর্শ নেওয়ার কথাও বলা হয়েছে। xyxy=(34,1391,319,1510)
flood-body-text-2: (৩২) নামের আরও একজনের মরদেহ উদ্ধার করা হয়। এ নিয়ে চট্টগ্রামের সাতকানিয়া, লোহাগাড়া ও চন্দনাইশ উপজেলায় বন্যার পানিতে ডুবে মৃতের সংখ্যা দাঁড়াল ৯ জনে। স্থানীয় প্রশাসন জানায়, বন্যার পানি কমতে শুরু করায় বিভিন্ন এলাকা থেকে মরদেহ ভেসে উঠছে। নিহতদের মধ্যে শিশুও রয়েছে। টানা ভারী বর্ষণ ও পাহাড়ি ঢলে চট্টগ্রাম ও বান্দরবানের বিস্তীর্ণ এলাকা প্লাবিত হয়। লাখো মানুষ পানিবন্দী হয়ে পড়েন। সড়ক যোগাযোগ বিচ্ছিন্ন হয়ে পড়ে। চট্টগ্রাম-কক্সবাজার মহাসড়কে যান চলাচল বন্ধ ছিল কয়েকদিন। বন্যার্তদের মাঝে ত্রাণ বিতরণ কার্যক্রম চলছে। সেনাবাহিনী, নৌবাহিনী ও ফায়ার সার্ভিসের সদস্যরা উদ্ধার কাজে অংশ নিচ্ছেন। বিদ্যুৎ সংযোগ বিচ্ছিন্ন থাকায় দুর্ভোগে পড়েছে মানুষ। বিশুদ্ধ পানি ও খাবারের সংকট দেখা দিয়েছে। আশ্রয়কেন্দ্রে ঠাঁই নিয়েছেন হাজারো মানুষ। স্বাস্থ্য বিভাগের পক্ষ থেকে মেডিকেল টিম গঠন করা হয়েছে। পানিবাহিত রোগের প্রাদুর্ভাব ঠেকাতে বিশেষ ব্যবস্থা নেওয়া হয়েছে। জেলা প্রশাসক জানান, ক্ষতিগ্রস্তদের তালিকা তৈরি করে পুনর্বাসনের উদ্যোগ নেওয়া হবে। সাতকানিয়ার কেরানীহাট এলাকায় এখনও হাঁটুপানি। বাজারের দোকানপাট বন্ধ রয়েছে। কৃষকের ফসল পানিতে তলিয়ে গেছে। মাছের ঘের ভেসে গেছে। এতে কোটি টাকার ক্ষতি হয়েছে বলে ধারণা করা হচ্ছে। বান্দরবানের লামা ও আলীকদম উপজেলায়ও বন্যা পরিস্থিতির উন্নতি হচ্ছে। তবে পাহাড় ধসের আশঙ্কায় ঝুঁকিপূর্ণ এলাকা থেকে লোকজনকে সরিয়ে নেওয়া হয়েছে। আবহাওয়া অধিদপ্তর জানিয়েছে, আগামী কয়েকদিন বৃষ্টিপাত কম হবে। এতে বন্যা পরিস্থিতির আরও উন্নতি হবে। xyxy=(1317,1438,1483,1892)
tareq-body-text: প্রিন্ট, ইলেকট্রনিক ও অনলাইন গণমাধ্যমসহ সামাজিক যোগাযোগমাধ্যমে বিএনপির ভারপ্রাপ্ত চেয়ারম্যান তারেক রহমানের বক্তব্য প্রচার বন্ধের বিষয়ে করা রিটে বিবাদী তারেক রহমানের ঠিকানা সঠিক করে আবেদন করতে বলেছেন হাইকোর্ট। সংশ্লিষ্ট আইনজীবীকে আবেদনে তারেক রহমানের সঠিক ঠিকানা উল্লেখ করার নির্দেশ দিয়েছেন আদালত। গতকাল বৃহস্পতিবার হাইকোর্টের বিচারপতি কে এম কামরুল কাদের ও বিচারপতি মোহাম্মদ শওকত আলী চৌধুরীর সমন্বয়ে গঠিত বেঞ্চ এ আদেশ দেন। আদালতে আবেদনের পক্ষে শুনানি করেন আইনজীবী নাসরিন সিদ্দিকা লিনা। রাষ্ট্রপক্ষে ছিলেন অতিরিক্ত অ্যাটর্নি জেনারেল। পরে আইনজীবীরা সাংবাদিকদের এ তথ্য জানান। xyxy=(34,192,427,276)
reserve-sub: (প্রথম পাতার পর) xyxy=(1294,121,1360,132)
tareq-kicker: বক্তব্য প্রচারে নিষেধাজ্ঞা xyxy=(34,94,154,109)
dengue-body-2 xyxy=(328,1351,633,1693)
day-label: শুক্রবার xyxy=(1284,18,1336,39)
tareq-dateline: স্টাফ রিপোর্টার, ঢাকা অফিস : xyxy=(44,192,185,203)
sarkar-headline: সরকারের পতনই একমাত্র xyxy=(84,1708,269,1730)
unnayan-headline: উন্নয়নশীল দেশগুলো বাংলাদেশের xyxy=(681,1754,908,1774)
andha-headline: অন্ধ সংগঠনের ভূমিকায় xyxy=(708,96,881,118)
kurigram-body xyxy=(438,360,628,922)
section-rule xyxy=(960,559,1158,560)
khaleda-headline: খালেদা জিয়াকে xyxy=(1000,568,1119,590)
ji-sub: (প্রথম পাতার পর) xyxy=(197,479,264,490)
victim-3-photo xyxy=(1380,1004,1485,1131)
page-number: ২ xyxy=(51,20,71,55)
